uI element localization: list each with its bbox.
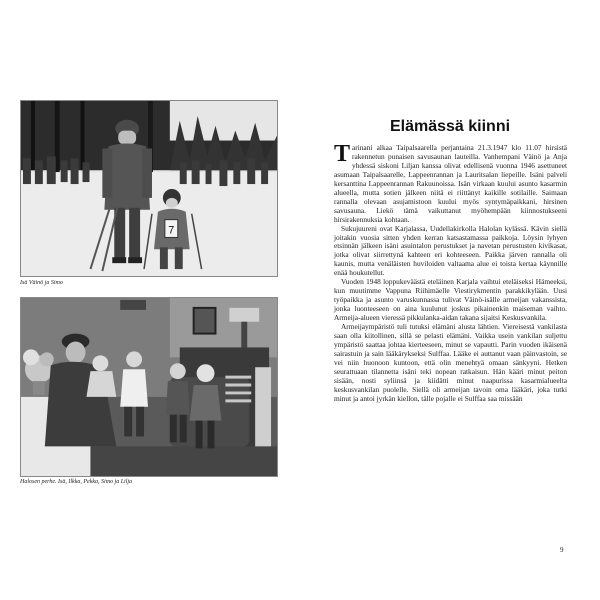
photo-family-room — [21, 298, 277, 476]
paragraph-2: Sukujuureni ovat Karjalassa, Uudellakirkolla Halolan kylässä. Kävin siellä joitakin vuosia sitten yhden kerran katsastamassa paikkoja. Löysin lyhyen etsinnän jälkeen isäni asuintalon perustukset ja navetan perustusten kivikasat, jotka olivat siirrettynä kahteen eri kohteeseen. Paikka järven rannalla oli kaunis, mutta venäläisten huviloiden valtaama alue ei toista kertaa käynnille enää houkutellut. — [334, 223, 567, 278]
photo1-caption: Isä Väinö ja Simo — [20, 280, 63, 286]
svg-text:7: 7 — [168, 224, 175, 237]
paragraph-1-text: arinani alkaa Taipalsaarella perjantaina 21.3.1947 klo 11.07 hirsistä rakennetun punaisen savusaunan lauteilla. Vanhempani Väinö ja Anja yhdessä siskoni Liljan kanssa olivat edellisenä vuonna 1946 asettuneet asumaan Taipalsaarelle, Lappeenrannan ja Lauritsalan liepeille. Isäni palveli kersanttina Lappeenrannan Rakuunoissa. Isän virkaan kuului asunto kasarmin alueella, mutta sotien jälkeen niitä ei riittänyt kaikille sotilaille. Saimaan rannalla olevaan asujamistoon kuului myös syntymäpaikkani, hirsinen savusauna. Liekö tämä vaikuttanut myöhempään kiinnostukseeni hirsirakennuksia kohtaan. — [334, 143, 567, 224]
paragraph-3: Vuoden 1948 loppukeväästä eteläinen Karjala vaihtui eteläiseksi Hämeeksi, kun muutimme Vappuna Riihimäelle Viestirykmentin parakkikylään. Uusi työpaikka ja asunto varuskunnassa tulivat Väinö-isälle armeijan vakanssista, jonka luonteeseen on aina kuulunut joskus pikainenkin maiseman vaihto. Armeija-alueen vieressä pikkulanka-aidan takana sijaitsi Keskusvankila. — [334, 277, 567, 323]
chapter-body — [334, 141, 567, 574]
paragraph-4: Armeijaympäristö tuli tutuksi elämäni alusta lähtien. Viereisestä vankilasta saan olla kiitollinen, sillä se pelasti elämäni. Vaikka usein vankilan suljettu ympäristö saattaa johtaa kierteeseen, minut se vapautti. Parin vuoden ikäisenä sairastuin ja sain lääkärykseksi Sulffaa. Lääke ei auttanut vaan päinvastoin, se vei niin huonoon kuntoon, että olin menehtyä omaan sänkyyni. Hetken seurattuaan tilannetta isäni teki nopean ratkaisun. Hän kääri minut peiton sisään, nosti syliinsä ja kiidätti minut naapurissa kasarmialueelta keskusvankilan puolelle. Siellä oli armeijan tavoin oma lääkäri, joka tutki minut ja antoi jyrkän kiellon, tälle pojalle ei Sulffaa saa missään — [334, 322, 567, 403]
chapter-heading: Elämässä kiinni — [389, 118, 511, 135]
paragraph-1 — [334, 141, 567, 225]
photo-father-and-son-skiing — [20, 100, 278, 277]
photo-winter-scene — [21, 101, 277, 276]
page-number: 9 — [560, 546, 564, 554]
photo2-caption: Halosen perhe. Isä, Ilkka, Pekka, Simo ja Lilja — [20, 479, 133, 485]
photo-family-interior — [20, 297, 278, 477]
drop-cap: T — [334, 141, 351, 167]
